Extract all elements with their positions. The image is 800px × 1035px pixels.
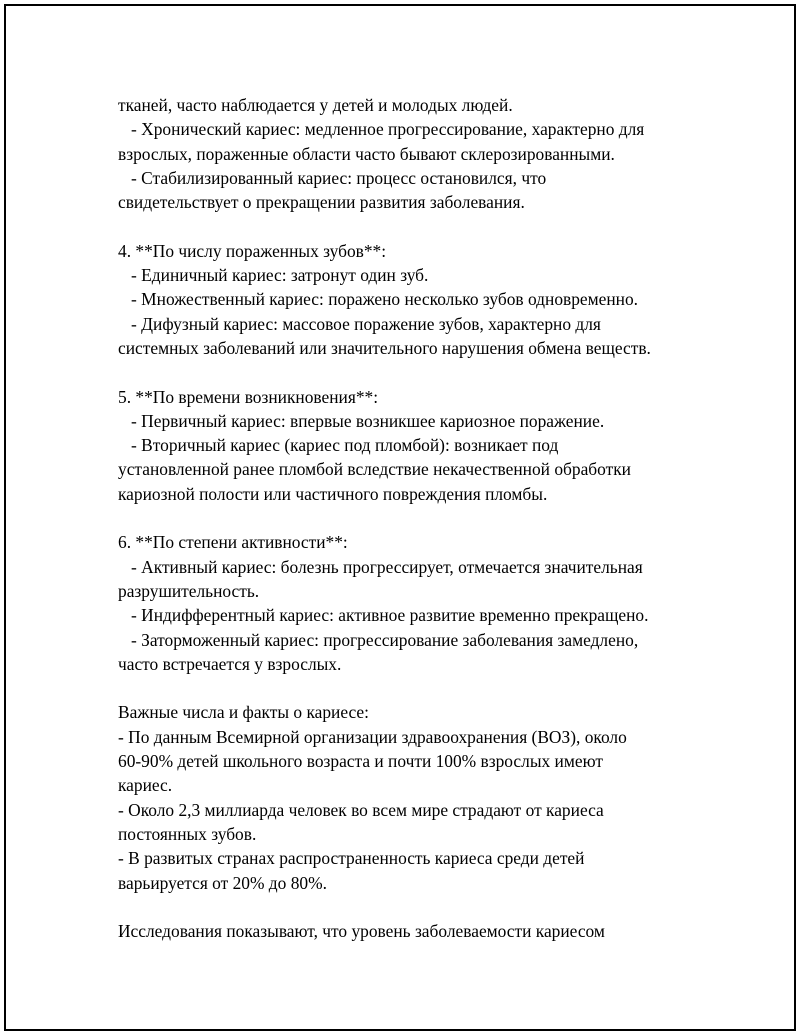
section-heading: 6. **По степени активности**: — [118, 532, 348, 553]
paragraph-gap — [118, 506, 718, 530]
paragraph-gap — [118, 360, 718, 384]
text-line: свидетельствует о прекращении развития заболевания. — [118, 192, 525, 213]
text-line: тканей, часто наблюдается у детей и молодых людей. — [118, 95, 513, 115]
text-line: - Активный кариес: болезнь прогрессирует, отмечается значительная — [118, 556, 643, 577]
section-heading: 5. **По времени возникновения**: — [118, 386, 379, 407]
text-line: часто встречается у взрослых. — [118, 653, 342, 674]
text-line: разрушительность. — [118, 580, 260, 601]
text-line: - В развитых странах распространенность кариеса среди детей — [118, 848, 585, 869]
section-heading: Важные числа и факты о кариесе: — [118, 702, 369, 723]
text-line: варьируется от 20% до 80%. — [118, 872, 327, 893]
text-line: - Дифузный кариес: массовое поражение зубов, характерно для — [118, 313, 601, 334]
text-line: - Множественный кариес: поражено несколько зубов одновременно. — [118, 289, 639, 310]
text-line: - Единичный кариес: затронут один зуб. — [118, 265, 429, 286]
text-line: установленной ранее пломбой вследствие некачественной обработки — [118, 459, 631, 480]
text-line: - Вторичный кариес (кариес под пломбой): возникает под — [118, 435, 559, 456]
paragraph-gap — [118, 214, 718, 238]
text-line: - Первичный кариес: впервые возникшее кариозное поражение. — [118, 410, 605, 431]
text-line: взрослых, пораженные области часто бывают склерозированными. — [118, 143, 615, 164]
text-line: системных заболеваний или значительного нарушения обмена веществ. — [118, 337, 651, 358]
text-line: - Индифферентный кариес: активное развитие временно прекращено. — [118, 605, 649, 626]
text-line: кариес. — [118, 775, 173, 796]
text-line: - Заторможенный кариес: прогрессирование заболевания замедлено, — [118, 629, 639, 650]
text-line: - Стабилизированный кариес: процесс остановился, что — [118, 167, 547, 188]
text-line: кариозной полости или частичного повреждения пломбы. — [118, 483, 548, 504]
text-line: 60-90% детей школьного возраста и почти 100% взрослых имеют — [118, 751, 603, 772]
paragraph-gap — [118, 676, 718, 700]
section-heading: 4. **По числу пораженных зубов**: — [118, 240, 387, 261]
text-line: - Около 2,3 миллиарда человек во всем мире страдают от кариеса — [118, 799, 604, 820]
text-line: - По данным Всемирной организации здравоохранения (ВОЗ), около — [118, 726, 627, 747]
text-line: постоянных зубов. — [118, 823, 257, 844]
text-line: - Хронический кариес: медленное прогрессирование, характерно для — [118, 119, 645, 140]
document-body — [118, 93, 718, 943]
text-line: Исследования показывают, что уровень заболеваемости кариесом — [118, 921, 605, 942]
paragraph-gap — [118, 895, 718, 919]
